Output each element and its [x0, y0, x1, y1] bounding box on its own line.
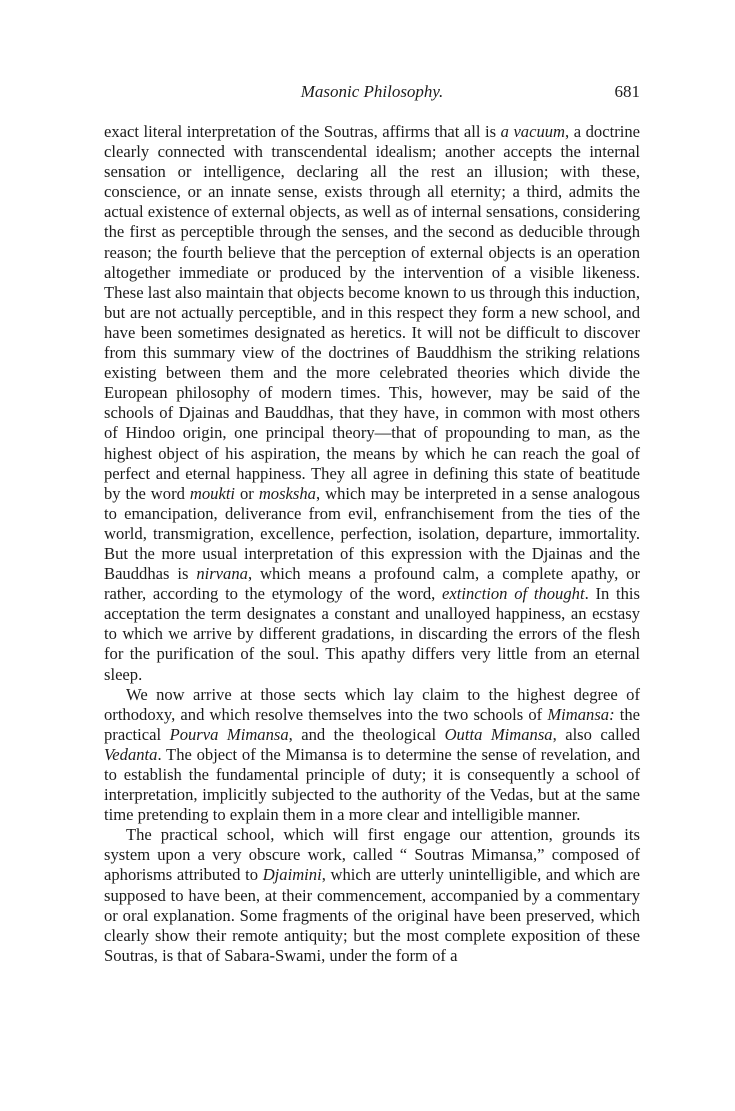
text-segment: , a doctrine clearly connected with transcendental idealism; another accepts the internal sensation or intelligence, declaring all the rest an illusion; with these, conscience, or an innate sense, exists through all eternity; a third, admits the actual existence of external objects, as well as of internal sensations, considering the first as perceptible through the senses, and the second as deducible through reason; the fourth believe that the perception of external objects is an operation altogether immediate or produced by the intervention of a visible likeness. These last also maintain that objects become known to us through this induction, but are not actually perceptible, and in this respect they form a new school, and have been sometimes designated as heretics. It will not be difficult to discover from this summary view of the doctrines of Bauddhism the striking relations existing between them and the more celebrated theories which divide the European philosophy of modern times. This, however, may be said of the schools of Djainas and Bauddhas, that they have, in common with most others of Hindoo origin, one principal theory—that of propounding to man, as the highest object of his aspiration, the means by which he can reach the goal of perfect and eternal happiness. They all agree in defining this state of beatitude by the word: [104, 122, 640, 503]
italic-term: Mimansa:: [547, 704, 615, 724]
running-title: Masonic Philosophy.: [300, 82, 444, 101]
italic-term: moukti: [189, 483, 236, 503]
text-segment: The practical school, which will first engage our attention, grounds its system upon a very obscure work, called “ Soutras Mimansa,” composed of aphorisms attributed to: [104, 825, 640, 885]
text-segment: . The object of the Mimansa is to determine the sense of revelation, and to establish the fundamental principle of duty; it is consequently a school of interpretation, implicitly subjected to the authority of the Vedas, but at the same time pretending to explain them in a more clear and intelligible manner.: [104, 744, 640, 825]
text-segment: . In this acceptation the term designates a constant and unalloyed happiness, an ecstasy to which we arrive by different gradations, in discarding the errors of the flesh for the purification of the soul. This apathy differs very little from an eternal sleep.: [104, 584, 640, 684]
text-segment: the practical: [104, 704, 641, 744]
paragraph-1: [104, 122, 640, 685]
italic-term: nirvana: [196, 564, 248, 584]
italic-term: Vedanta: [104, 744, 158, 764]
text-segment: or: [235, 483, 259, 503]
italic-term: Djaimini: [262, 865, 322, 885]
text-segment: , which means a profound calm, a complete apathy, or rather, according to the etymology of the word,: [104, 564, 640, 604]
paragraph-2: [104, 685, 640, 826]
italic-term: a vacuum: [500, 122, 566, 141]
text-segment: , which are utterly unintelligible, and which are supposed to have been, at their commencement, accompanied by a commentary or oral explanation. Some fragments of the original have been preserved, which clearly show their remote antiquity; but the most complete exposition of these Soutras, is that of Sabara-Swami, under the form of a: [104, 865, 640, 965]
text-segment: exact literal interpretation of the Soutras, affirms that all is: [104, 122, 501, 141]
italic-term: mosksha: [258, 483, 316, 503]
paragraph-3: [104, 825, 640, 966]
italic-term: Outta Mimansa: [444, 724, 553, 744]
text-segment: , which may be interpreted in a sense analogous to emancipation, deliverance from evil, enfranchisement from the ties of the world, transmigration, excellence, perfection, isolation, departure, immortality. But the more usual interpretation of this expression with the Djainas and the Bauddhas is: [104, 483, 640, 584]
running-head: [104, 80, 640, 108]
text-segment: , and the theological: [288, 724, 445, 744]
text-segment: We now arrive at those sects which lay claim to the highest degree of orthodoxy, and which resolve themselves into the two schools of: [104, 684, 640, 724]
page-number: 681: [614, 82, 640, 101]
book-page: [104, 80, 640, 966]
italic-term: extinction of thought: [442, 584, 585, 604]
text-segment: , also called: [552, 724, 641, 744]
italic-term: Pourva Mimansa: [169, 724, 289, 744]
